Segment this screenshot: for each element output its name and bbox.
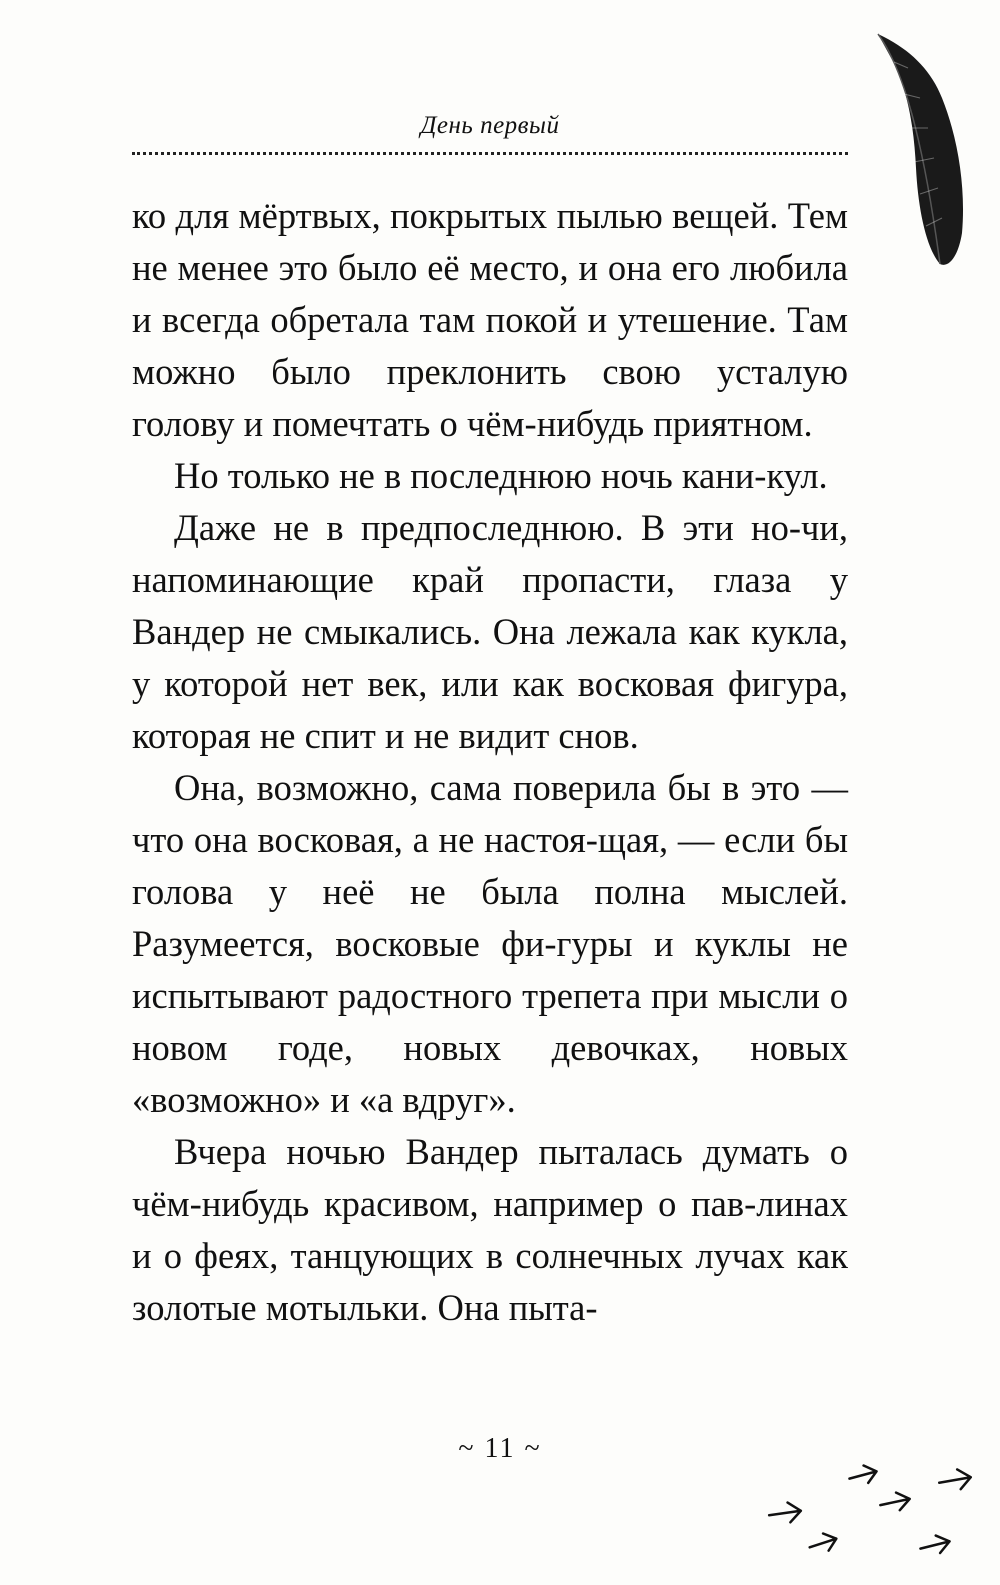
header-dotted-rule bbox=[132, 152, 848, 155]
feather-icon bbox=[868, 28, 978, 278]
paragraph-1: ко для мёртвых, покрытых пылью вещей. Тем не менее это было её место, и она его любила и всегда обретала там покой и утешение. Там можно было преклонить свою усталую голову и помечтать о чём-нибудь приятном. bbox=[132, 195, 848, 444]
bird-tracks-icon bbox=[745, 1455, 1000, 1585]
paragraph-2: Но только не в последнюю ночь кани-кул. bbox=[174, 455, 828, 496]
paragraph-4: Она, возможно, сама поверила бы в это — что она восковая, а не настоя-щая, — если бы голова у неё не была полна мыслей. Разумеется, восковые фи-гуры и куклы не испытывают радостного трепета при мысли о новом годе, новых девочках, новых «возможно» и «а вдруг». bbox=[132, 767, 848, 1120]
body-text bbox=[132, 190, 848, 1334]
running-header: День первый bbox=[420, 112, 560, 139]
paragraph-3: Даже не в предпоследнюю. В эти но-чи, напоминающие край пропасти, глаза у Вандер не смыкались. Она лежала как кукла, у которой нет век, или как восковая фигура, которая не спит и не видит снов. bbox=[132, 507, 848, 756]
paragraph-5: Вчера ночью Вандер пыталась думать о чём-нибудь красивом, например о пав-линах и о феях, танцующих в солнечных лучах как золотые мотыльки. Она пыта- bbox=[132, 1131, 848, 1328]
page-number: ~ 11 ~ bbox=[458, 1433, 542, 1464]
